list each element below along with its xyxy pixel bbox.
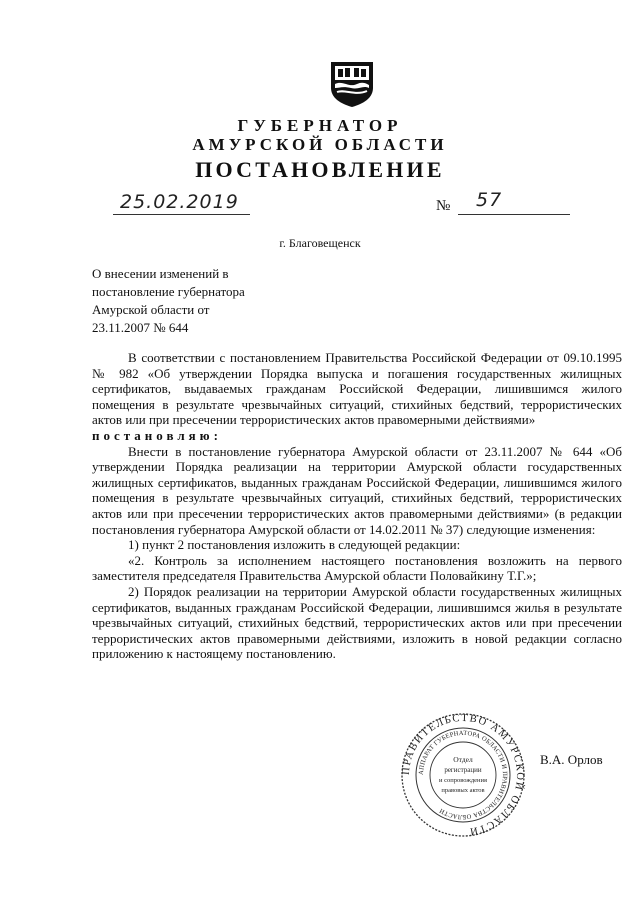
number-label: № — [436, 198, 451, 214]
official-seal — [398, 712, 528, 838]
subject-line: 23.11.2007 № 644 — [92, 320, 189, 335]
document-type-title: ПОСТАНОВЛЕНИЕ — [195, 157, 445, 182]
decree-word: постановляю: — [92, 427, 222, 443]
seal-center-line: регистрации — [444, 766, 482, 774]
document-date: 25.02.2019 — [120, 191, 239, 213]
paragraph-amendment: Внести в постановление губернатора Амурской области от 23.11.2007 № 644 «Об утверждении Порядка реализации на территории Амурской области государственных жилищных сертификатов, выданных гражданам Российской Федерации, лишившимся жилого помещения в результате чрезвычайных ситуаций, стихийных бедствий, террористических актов или при пресечении террористических актов правомерными действиями» (в редакции постановления губернатора Амурской области от 14.02.2011 № 37) следующие изменения: — [92, 443, 622, 537]
signatory-name: В.А. Орлов — [540, 752, 603, 767]
seal-center-line: и сопровождения — [439, 777, 487, 784]
paragraph-item-1-text: «2. Контроль за исполнением настоящего постановления возложить на первого заместителя председателя Правительства Амурской области Половайкину Т.Г.»; — [92, 552, 622, 584]
svg-text:АППАРАТ ГУБЕРНАТОРА ОБЛАСТИ И — [418, 730, 508, 820]
paragraph-item-1: 1) пункт 2 постановления изложить в следующей редакции: — [128, 537, 461, 553]
document-subject — [92, 265, 245, 337]
seal-inner-text: АППАРАТ ГУБЕРНАТОРА ОБЛАСТИ И ПРАВИТЕЛЬСТВА ОБЛАСТИ — [417, 729, 509, 821]
subject-line: постановление губернатора — [92, 284, 245, 299]
number-underline — [458, 214, 570, 215]
subject-line: О внесении изменений в — [92, 266, 229, 281]
preamble-paragraph: В соответствии с постановлением Правительства Российской Федерации от 09.10.1995 № 982 «Об утверждении Порядка выпуска и погашения государственных жилищных сертификатов, выдаваемых гражданам Российской Федерации, лишившимся жилого помещения в результате чрезвычайных ситуаций, стихийных бедствий, террористических актов или при пресечении террористических актов правомерными действиями» — [92, 350, 622, 428]
region-title: АМУРСКОЙ ОБЛАСТИ — [192, 135, 448, 154]
seal-center-line: правовых актов — [441, 787, 485, 794]
seal-center-line: Отдел — [453, 755, 473, 764]
seal-outer-text: ПРАВИТЕЛЬСТВО АМУРСКОЙ ОБЛАСТИ — [400, 712, 526, 837]
paragraph-item-2: 2) Порядок реализации на территории Амурской области государственных жилищных сертификатов, выданных гражданам Российской Федерации, лишившимся жилья в результате чрезвычайных ситуаций, стихийных бедствий, террористических актов или при пресечении террористических актов правомерными действиями, изложить в новой редакции согласно приложению к настоящему постановлению. — [92, 583, 622, 662]
coat-of-arms-icon — [329, 58, 375, 108]
date-underline — [113, 214, 250, 215]
document-body — [92, 350, 622, 662]
subject-line: Амурской области от — [92, 302, 210, 317]
governor-title: ГУБЕРНАТОР — [237, 116, 403, 135]
city-name: г. Благовещенск — [279, 236, 361, 250]
document-number: 57 — [476, 189, 503, 211]
